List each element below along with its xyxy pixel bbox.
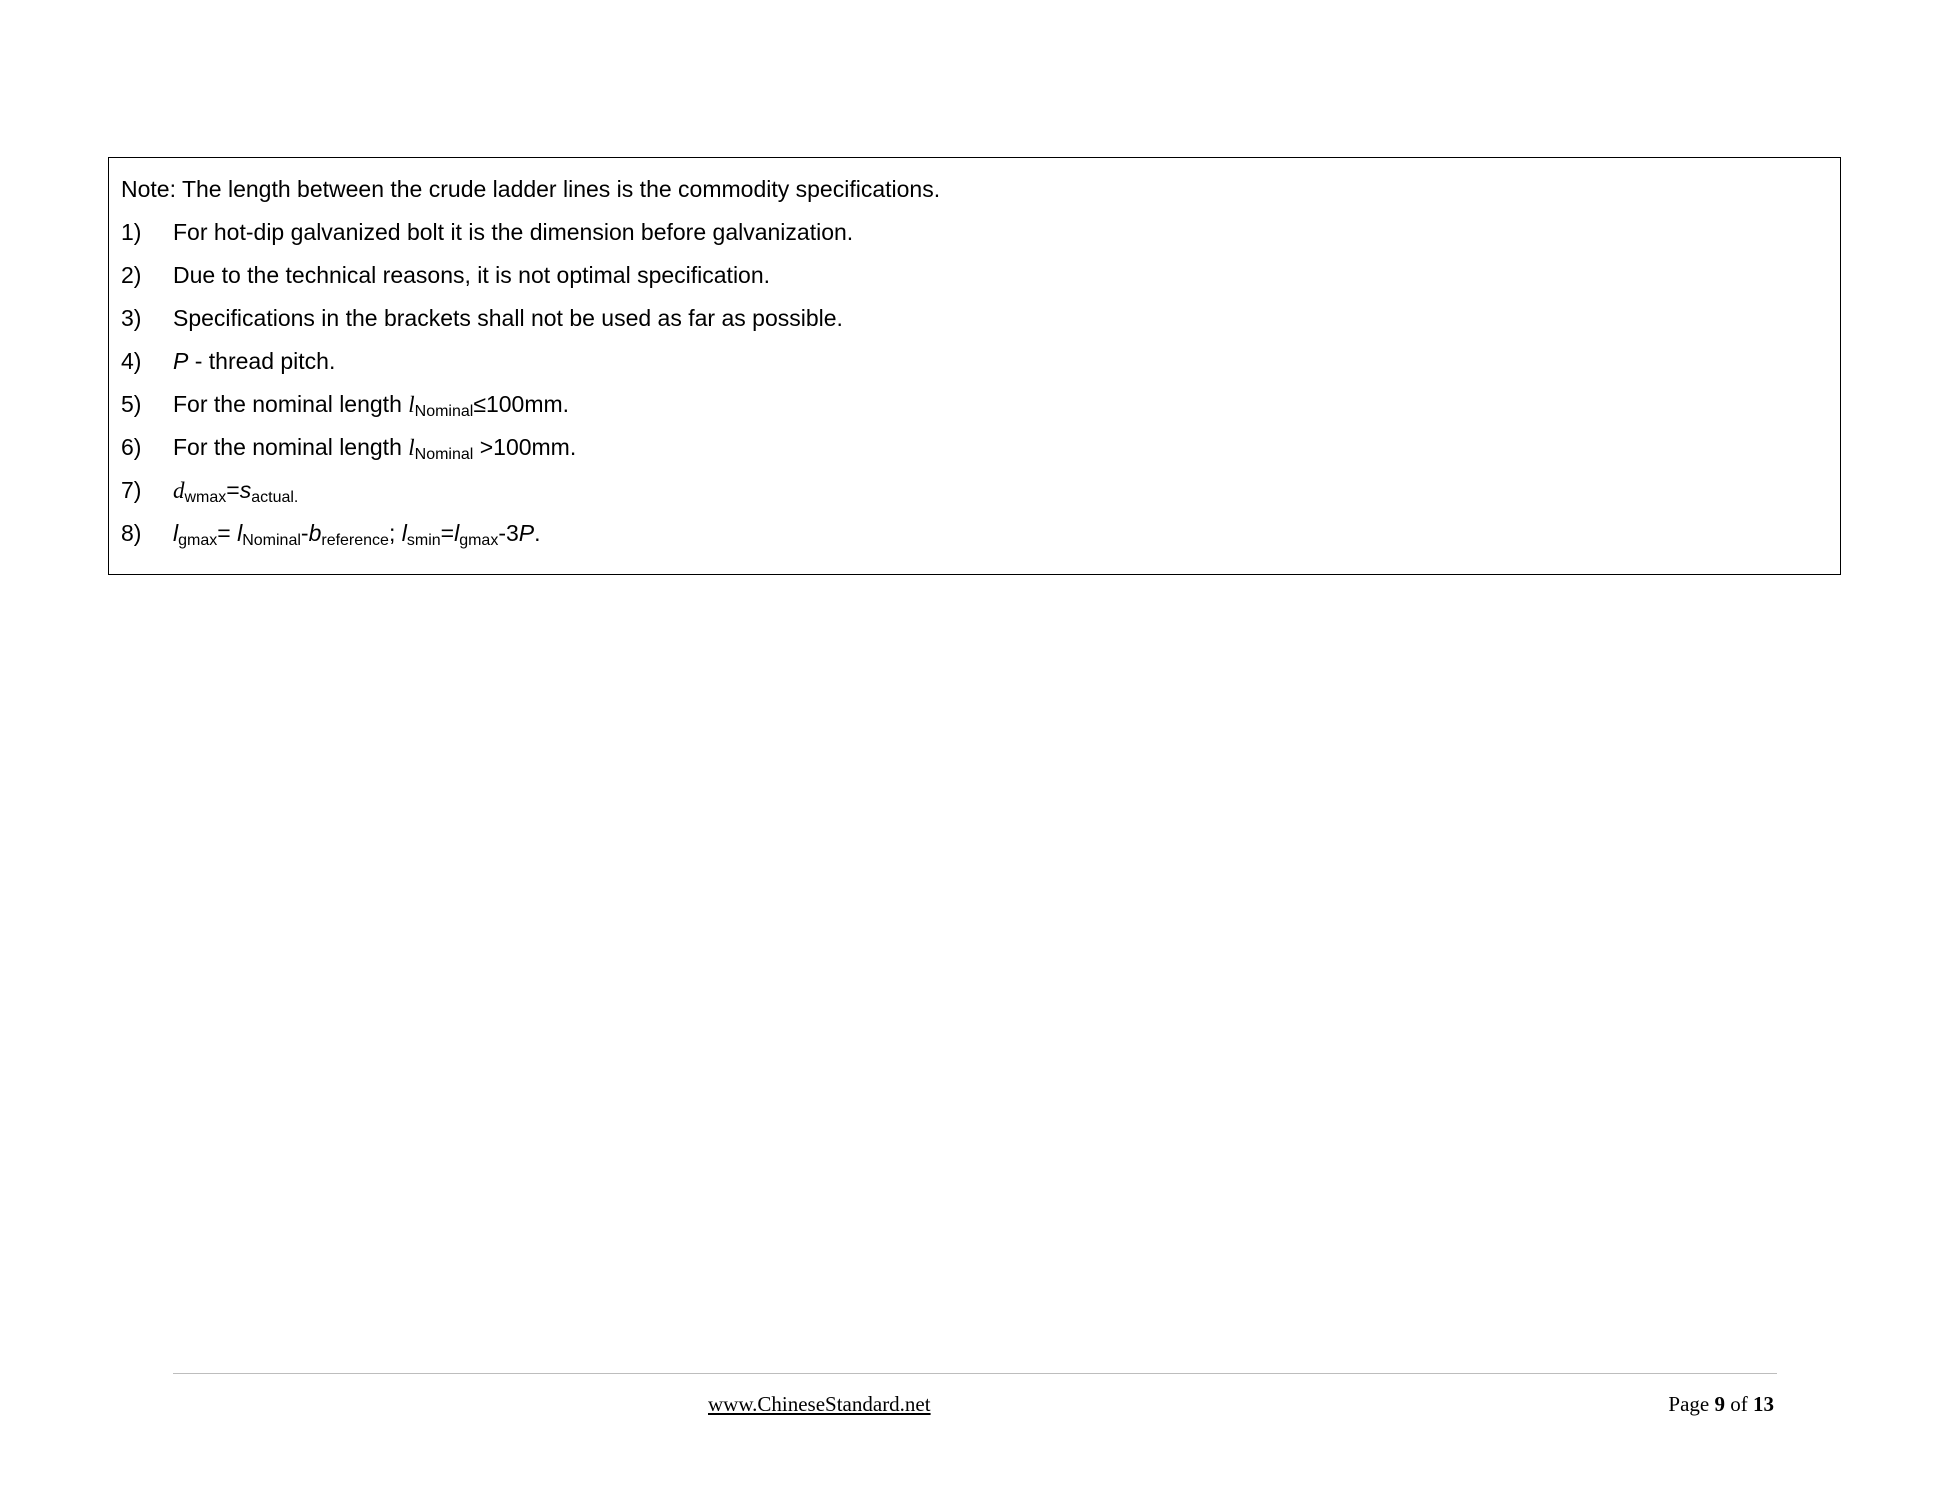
formula-symbol: l (454, 520, 460, 546)
formula-subscript: wmax (184, 489, 227, 506)
notes-header: Note: The length between the crude ladder lines is the commodity specifications. (121, 176, 941, 202)
footer-divider (173, 1373, 1777, 1374)
note-number: 5) (121, 391, 142, 417)
formula-symbol: P (518, 520, 535, 546)
page-total: 13 (1753, 1392, 1774, 1416)
formula-operator: = (226, 477, 240, 503)
formula-operator: - (300, 520, 309, 546)
note-number: 8) (121, 520, 142, 546)
formula-symbol: l (237, 520, 243, 546)
note-text-tail: >100mm. (473, 434, 577, 460)
formula-operator: = (217, 520, 238, 546)
note-item-2 (121, 260, 770, 290)
pitch-description: - thread pitch. (188, 348, 336, 374)
formula-symbol: s (239, 477, 252, 503)
pitch-symbol: P (173, 348, 189, 374)
formula-subscript: reference (321, 532, 389, 549)
formula-subscript: Nominal (242, 532, 301, 549)
note-text-tail: ≤100mm. (473, 391, 570, 417)
note-formula (173, 518, 541, 556)
note-item-7 (121, 475, 298, 513)
note-text: Specifications in the brackets shall not be used as far as possible. (173, 305, 843, 331)
formula-symbol: l (173, 520, 179, 546)
page-mid: of (1725, 1392, 1753, 1416)
length-subscript: Nominal (414, 403, 474, 420)
note-formula (173, 475, 298, 513)
formula-subscript: gmax (459, 532, 499, 549)
formula-subscript: actual. (251, 489, 299, 506)
length-symbol: l (408, 392, 415, 417)
formula-operator: ; (388, 520, 402, 546)
formula-operator: . (534, 520, 541, 546)
note-number: 4) (121, 348, 142, 374)
page-current: 9 (1714, 1392, 1725, 1416)
note-text: Due to the technical reasons, it is not optimal specification. (173, 262, 771, 288)
note-text (173, 389, 569, 427)
note-number: 2) (121, 262, 142, 288)
notes-box (108, 157, 1841, 575)
note-item-5 (121, 389, 569, 427)
note-text: For hot-dip galvanized bolt it is the dimension before galvanization. (173, 219, 854, 245)
page-counter (1668, 1392, 1774, 1417)
note-number: 1) (121, 219, 142, 245)
page-prefix: Page (1668, 1392, 1715, 1416)
formula-symbol: b (308, 520, 322, 546)
note-number: 7) (121, 477, 142, 503)
formula-subscript: smin (406, 532, 441, 549)
note-text (173, 346, 335, 376)
formula-symbol: d (173, 478, 185, 503)
length-symbol: l (408, 435, 415, 460)
note-item-3 (121, 303, 843, 333)
note-item-6 (121, 432, 576, 470)
note-number: 3) (121, 305, 142, 331)
length-subscript: Nominal (414, 446, 474, 463)
formula-subscript: gmax (178, 532, 218, 549)
note-text-lead: For the nominal length (173, 391, 409, 417)
note-text (173, 432, 576, 470)
note-item-4 (121, 346, 335, 376)
note-number: 6) (121, 434, 142, 460)
note-text-lead: For the nominal length (173, 434, 409, 460)
note-item-8 (121, 518, 541, 556)
note-item-1 (121, 217, 853, 247)
formula-operator: -3 (498, 520, 519, 546)
footer-website-link[interactable]: www.ChineseStandard.net (708, 1392, 931, 1416)
formula-symbol: l (401, 520, 407, 546)
formula-operator: = (440, 520, 455, 546)
